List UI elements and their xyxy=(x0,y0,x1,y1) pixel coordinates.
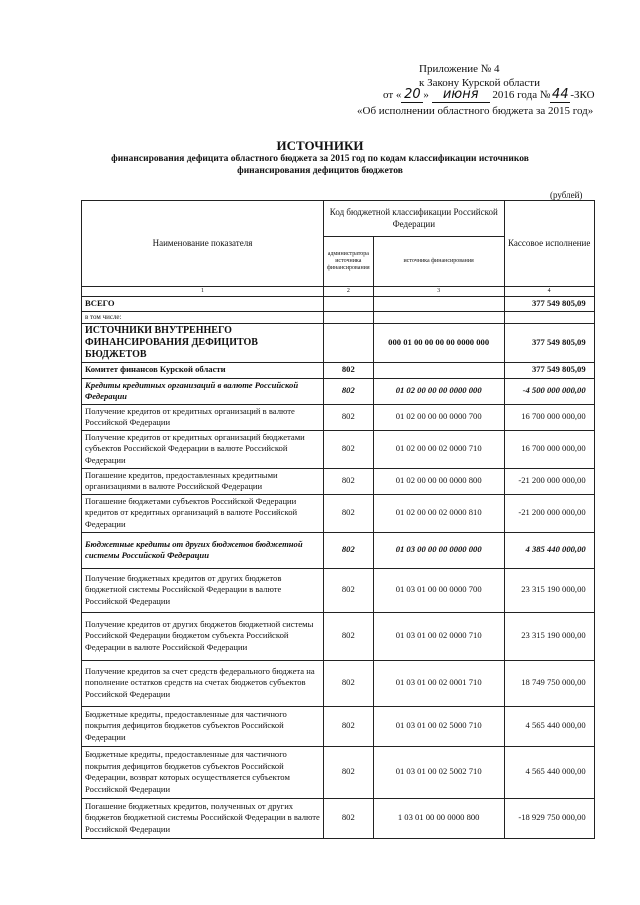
col-num-3: 3 xyxy=(373,287,504,297)
law-date-line: от « 20 » июня 2016 года № 44 -ЗКО xyxy=(383,87,595,102)
table-row: ИСТОЧНИКИ ВНУТРЕННЕГО ФИНАНСИРОВАНИЯ ДЕФИЦИТОВ БЮДЖЕТОВ 000 01 00 00 00 00 0000 000 377 549 805,09 xyxy=(82,323,595,362)
table-row: Погашение бюджетами субъектов Российской Федерации кредитов от кредитных организаций в валюте Российской Федерации 802 01 02 00 00 02 0000 810 -21 200 000 000,00 xyxy=(82,494,595,532)
date-day: 20 xyxy=(401,88,423,103)
law-reference: к Закону Курской области xyxy=(419,77,540,89)
col-num-2: 2 xyxy=(324,287,374,297)
col-num-4: 4 xyxy=(504,287,594,297)
col-header-code: Код бюджетной классификации Российской Федерации xyxy=(324,201,505,237)
table-row: Получение кредитов от кредитных организаций бюджетами субъектов Российской Федерации в валюте Российской Федерации 802 01 02 00 00 02 0000 710 16 700 000 000,00 xyxy=(82,430,595,468)
table-row: Бюджетные кредиты, предоставленные для частичного покрытия дефицитов бюджетов субъектов Российской Федерации, возврат которых осуществляется субъектом Российской Федерации 802 01 03 01 00 02 5002 710 4 565 440 000,00 xyxy=(82,746,595,798)
table-row: ВСЕГО 377 549 805,09 xyxy=(82,297,595,312)
appendix-label: Приложение № 4 xyxy=(419,63,500,75)
law-subject: «Об исполнении областного бюджета за 2015 год» xyxy=(357,105,594,117)
col-num-1: 1 xyxy=(82,287,324,297)
table-row: Кредиты кредитных организаций в валюте Российской Федерации 802 01 02 00 00 00 0000 000 -4 500 000 000,00 xyxy=(82,378,595,404)
col-header-name: Наименование показателя xyxy=(82,201,324,287)
sources-table xyxy=(81,200,595,839)
table-row: Бюджетные кредиты, предоставленные для частичного покрытия дефицитов бюджетов субъектов Российской Федерации 802 01 03 01 00 02 5000 710 4 565 440 000,00 xyxy=(82,706,595,746)
col-header-source: источника финансирования xyxy=(373,237,504,287)
col-header-admin: администратора источника финансирования xyxy=(324,237,374,287)
table-row: Погашение кредитов, предоставленных кредитными организациями в валюте Российской Федерации 802 01 02 00 00 00 0000 800 -21 200 000 000,00 xyxy=(82,468,595,494)
table-row: Получение бюджетных кредитов от других бюджетов бюджетной системы Российской Федерации в валюте Российской Федерации 802 01 03 01 00 00 0000 700 23 315 190 000,00 xyxy=(82,568,595,612)
doc-subtitle-1: финансирования дефицита областного бюджета за 2015 год по кодам классификации источников xyxy=(111,154,529,164)
date-month: июня xyxy=(432,88,490,103)
unit-label: (рублей) xyxy=(550,190,583,200)
table-row: Погашение бюджетных кредитов, полученных от других бюджетов бюджетной системы Российской Федерации в валюте Российской Федерации 802 1 03 01 00 00 0000 800 -18 929 750 000,00 xyxy=(82,798,595,838)
col-header-exec: Кассовое исполнение xyxy=(504,201,594,287)
table-row: в том числе: xyxy=(82,311,595,323)
table-row: Комитет финансов Курской области 802 377 549 805,09 xyxy=(82,362,595,378)
law-number: 44 xyxy=(552,87,569,102)
table-row: Получение кредитов за счет средств федерального бюджета на пополнение остатков средств на счетах бюджетов субъектов Российской Федерации 802 01 03 01 00 02 0001 710 18 749 750 000,00 xyxy=(82,660,595,706)
doc-title: ИСТОЧНИКИ xyxy=(276,138,364,153)
table-row: Бюджетные кредиты от других бюджетов бюджетной системы Российской Федерации 802 01 03 00 00 00 0000 000 4 385 440 000,00 xyxy=(82,532,595,568)
doc-subtitle-2: финансирования дефицитов бюджетов xyxy=(237,166,403,176)
table-row: Получение кредитов от кредитных организаций в валюте Российской Федерации 802 01 02 00 00 00 0000 700 16 700 000 000,00 xyxy=(82,404,595,430)
table-row: Получение кредитов от других бюджетов бюджетной системы Российской Федерации бюджетом субъекта Российской Федерации в валюте Российской Федерации 802 01 03 01 00 02 0000 710 23 315 190 000,00 xyxy=(82,612,595,660)
